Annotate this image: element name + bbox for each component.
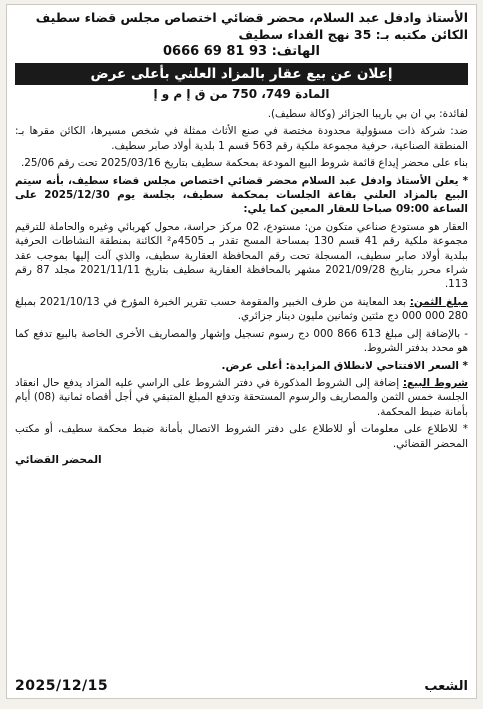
notice-header	[15, 9, 468, 60]
notice-title-banner: إعلان عن بيع عقار بالمزاد العلني بأعلى عرض	[15, 63, 468, 85]
info-paragraph: * للاطلاع على معلومات أو للاطلاع على دفتر الشروط الاتصال بأمانة ضبط محكمة سطيف، أو مكتب المحضر القضائي.	[15, 423, 468, 450]
property-paragraph: العقار هو مستودع صناعي متكون من: مستودع، 02 مركز حراسة، محول كهربائي وغيره والحاملة للترقيم مجموعة ملكية رقم 41 قسم 130 بمساحة المسح تقدر بـ 4505م² الكائنة بمنطقة النشاطات الحرفية ببلدية أولاد صابر سطيف، المسجلة تحت رقم المحافظة العقارية سطيف، والذي آلت إليها بموجب عقد شراء محرر بتاريخ 2021/09/28 مشهر بالمحافظة العقارية سطيف بتاريخ 2021/11/11 مجلد 87 رقم 113.	[15, 220, 468, 291]
price-paragraph	[15, 295, 468, 324]
price-text: بعد المعاينة من طرف الخبير والمقومة حسب تقرير الخبرة المؤرخ في 2021/10/13 بمبلغ 280 000 000 دج مئتين وثمانين مليون دينار جزائري.	[15, 295, 468, 323]
phone-label: الهاتف:	[271, 44, 320, 59]
deposit-paragraph: بناء على محضر إيداع قائمة شروط البيع المودعة بمحكمة سطيف بتاريخ 2025/03/16 تحت رقم 25/06.	[20, 157, 468, 170]
beneficiary-paragraph: لفائدة: بي ان بي باريبا الجزائر (وكالة سطيف).	[267, 108, 468, 120]
legal-articles: المادة 749، 750 من ق إ م و إ	[153, 87, 330, 101]
announcement-paragraph	[15, 174, 468, 217]
defendant-paragraph: ضد: شركة ذات مسؤولية محدودة مختصة في صنع الأثاث ممثلة في شخص مسيرها، الكائن مقرها بـ: المنطقة الصناعية، حرفية مجموعة ملكية رقم 563 قسم 1 بلدية أولاد صابر سطيف.	[15, 125, 468, 152]
sale-conditions-text: إضافة إلى الشروط المذكورة في دفتر الشروط على الراسي عليه المزاد يدفع حال انعقاد الجلسة خمس الثمن والمصاريف والرسوم المستحقة وتدفع المبلغ المتبقي في أجل أقصاه ثمانية (08) أيام بأمانة ضبط المحكمة.	[15, 376, 468, 418]
bailiff-name-line: الأستاذ وادفل عبد السلام، محضر قضائي اختصاص مجلس قضاء سطيف	[35, 10, 468, 25]
phone-line	[15, 43, 468, 60]
sale-conditions-paragraph	[15, 376, 468, 419]
announcement-rest: بأنه سيتم البيع بالمزاد العلني بقاعة الجلسات بمحكمة سطيف، بجلسة يوم 2025/12/30 على الساعة 09:00 صباحا للعقار المعين كما يلي:	[15, 174, 468, 216]
bailiff-signature: المحضر القضائي	[15, 453, 102, 466]
signature-row	[15, 454, 468, 466]
sale-conditions-label: شروط البيع:	[402, 376, 468, 389]
newspaper-name: الشعب	[424, 678, 468, 694]
price-label: مبلغ الثمن:	[409, 295, 469, 308]
notice-body	[15, 107, 468, 466]
fees-paragraph: - بالإضافة إلى مبلغ 613 866 000 دج رسوم تسجيل وإشهار والمصاريف الأخرى الخاصة بالبيع تدفع كما هو محدد بدفتر الشروط.	[15, 327, 468, 355]
announcement-lead: * يعلن الأستاذ وادفل عبد السلام محضر قضائي اختصاص مجلس قضاء سطيف،	[67, 174, 469, 187]
office-address-line: الكائن مكتبه بـ: 35 نهج الفداء سطيف	[238, 27, 468, 42]
publication-date: 2025/12/15	[15, 678, 109, 694]
opening-price-paragraph: * السعر الافتتاحي لانطلاق المزايدة: أعلى عرض.	[221, 359, 468, 372]
legal-notice-page	[6, 4, 477, 699]
notice-footer	[15, 678, 468, 694]
phone-number: 0666 69 81 93	[163, 44, 268, 59]
